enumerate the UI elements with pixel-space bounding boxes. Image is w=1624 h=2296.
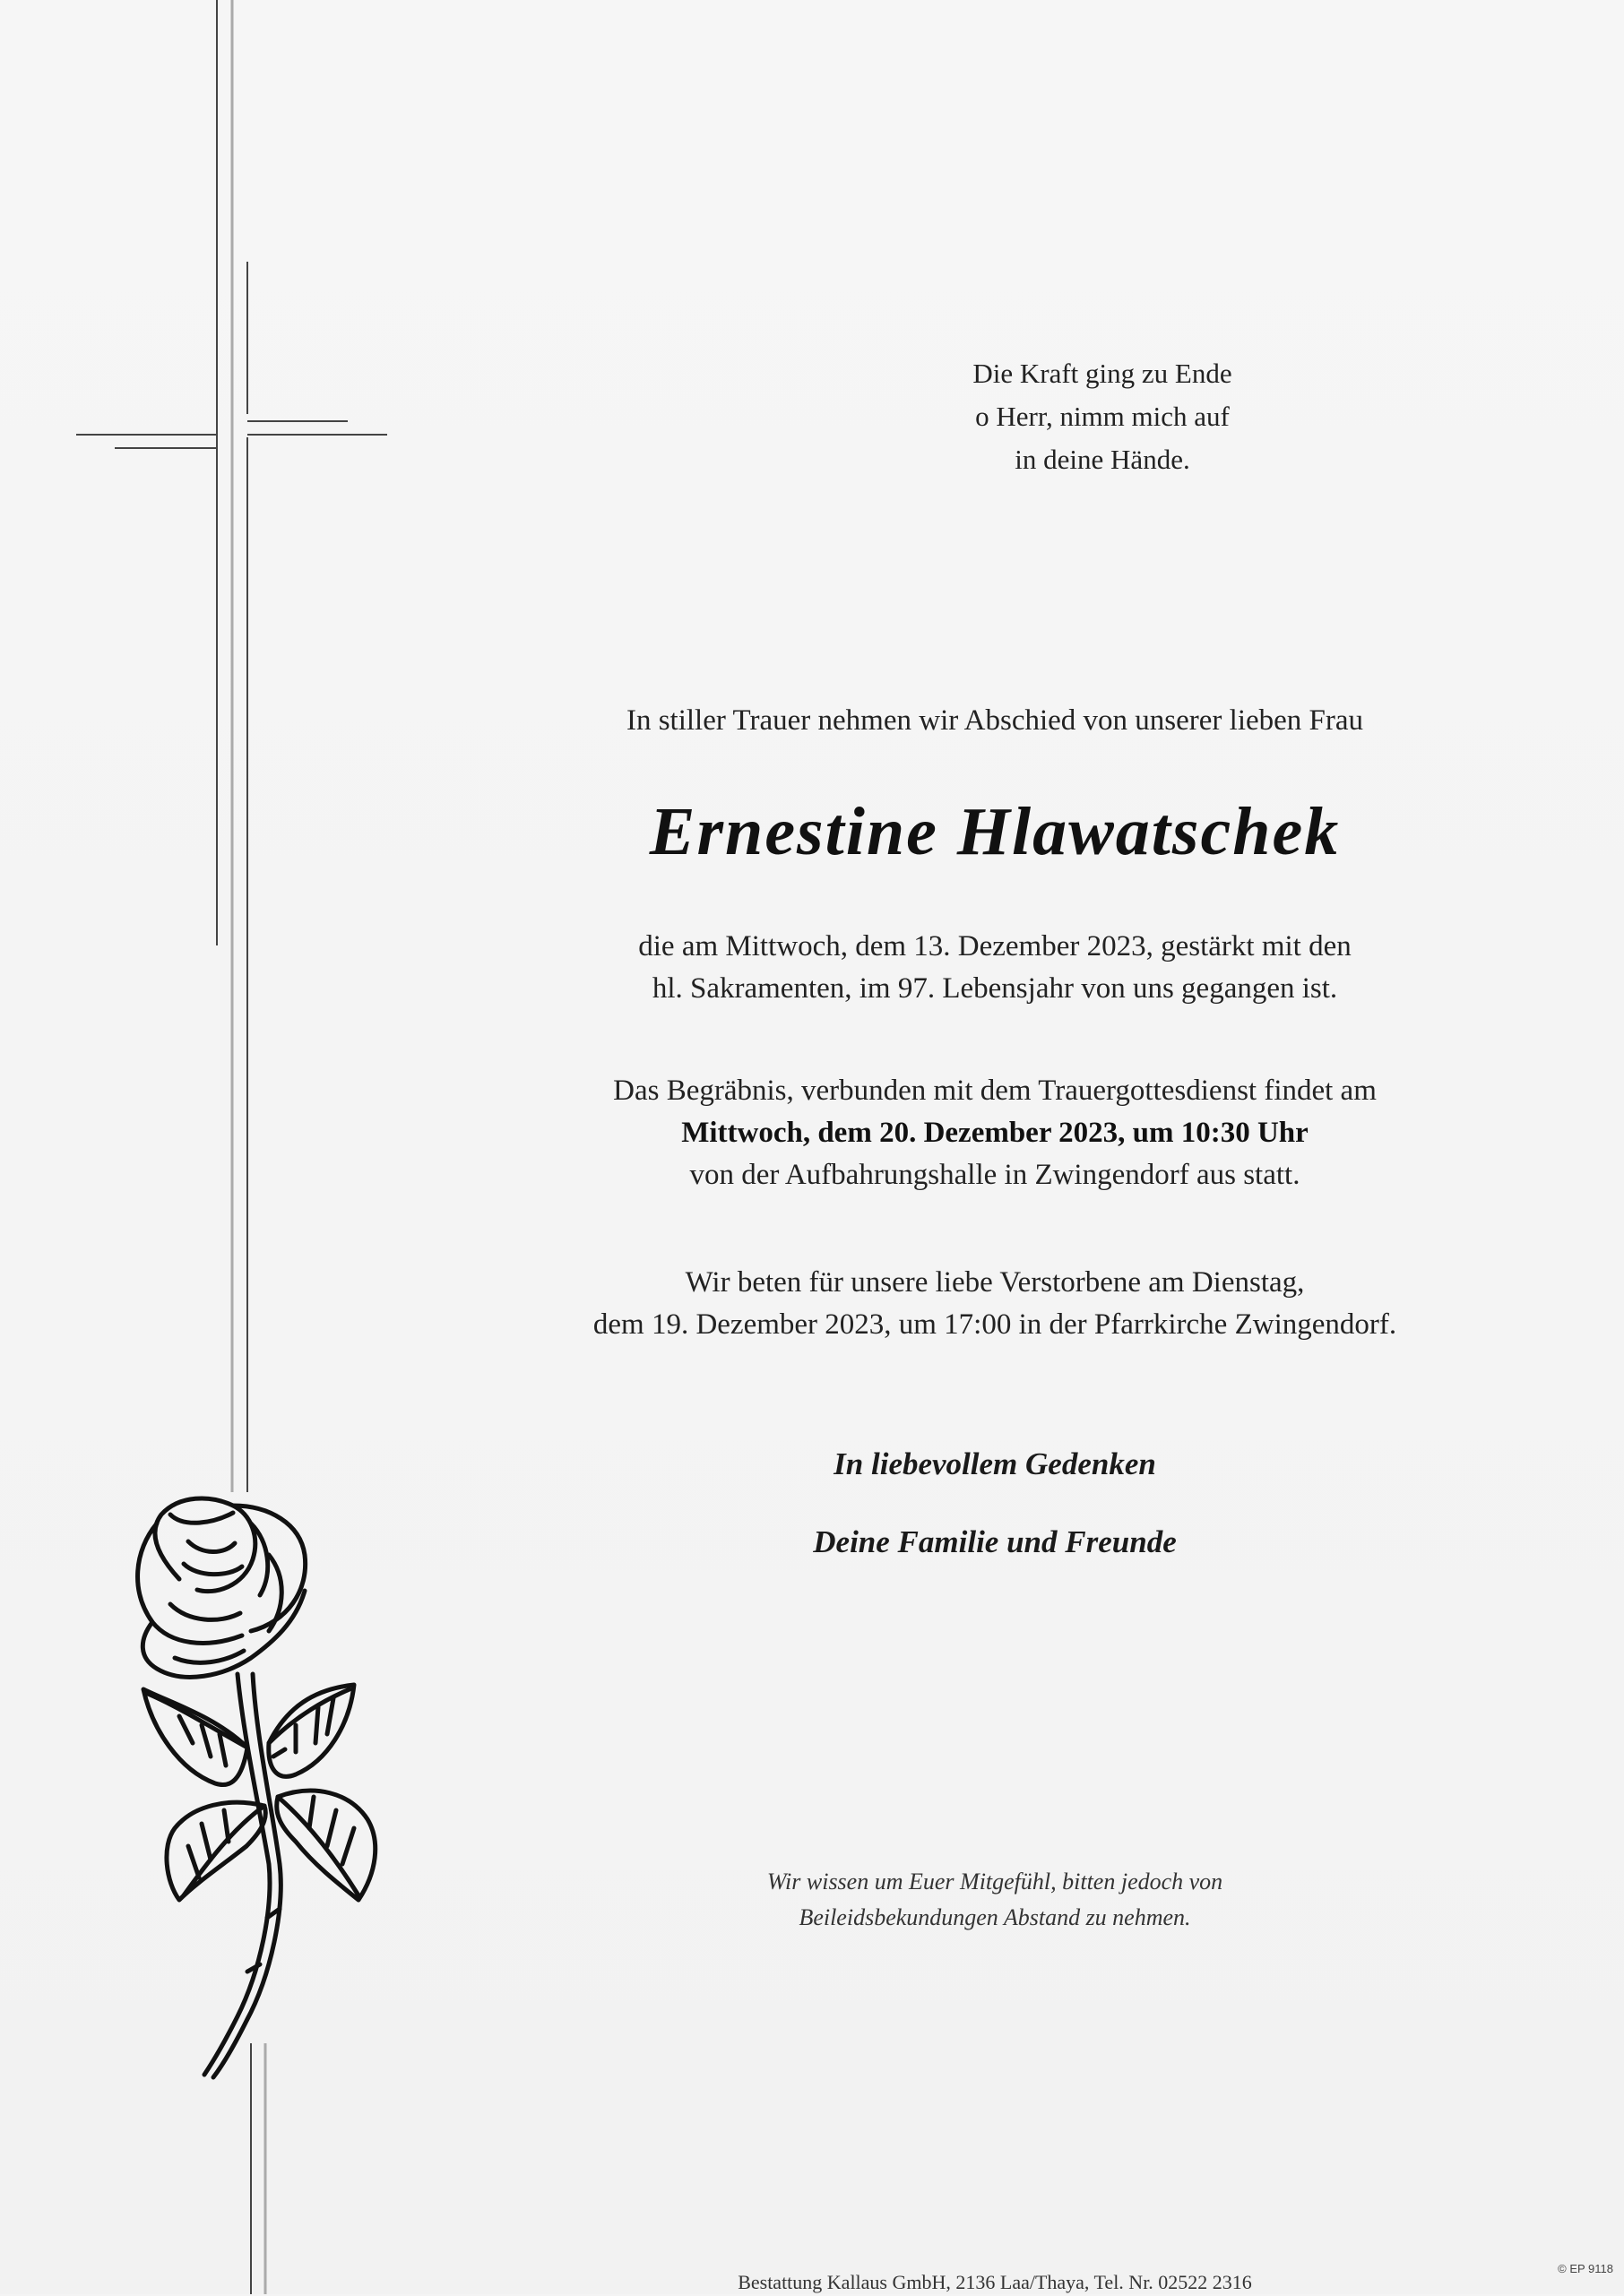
funeral-date-time: Mittwoch, dem 20. Dezember 2023, um 10:30 Uhr (681, 1117, 1309, 1149)
funeral-location-line: von der Aufbahrungshalle in Zwingendorf aus statt. (689, 1159, 1300, 1191)
funeral-info (502, 1070, 1488, 1196)
prayer-info (502, 1262, 1488, 1346)
death-notice-line: hl. Sakramenten, im 97. Lebensjahr von uns gegangen ist. (652, 972, 1338, 1005)
deceased-name: Ernestine Hlawatschek (649, 794, 1341, 869)
motto-line: o Herr, nimm mich auf (975, 401, 1230, 432)
motto-line: in deine Hände. (1015, 444, 1190, 475)
motto (923, 352, 1282, 481)
prayer-line: dem 19. Dezember 2023, um 17:00 in der Pfarrkirche Zwingendorf. (592, 1308, 1397, 1341)
closing-signature: Deine Familie und Freunde (813, 1524, 1177, 1559)
print-code: © EP 9118 (1558, 2262, 1613, 2275)
motto-line: Die Kraft ging zu Ende (972, 358, 1232, 389)
closing-remembrance: In liebevollem Gedenken (834, 1446, 1156, 1481)
funeral-home-footer: Bestattung Kallaus GmbH, 2136 Laa/Thaya, Tel. Nr. 02522 2316 (738, 2271, 1252, 2293)
prayer-line: Wir beten für unsere liebe Verstorbene am Dienstag, (685, 1266, 1305, 1299)
condolence-note-line: Wir wissen um Euer Mitgefühl, bitten jedoch von (766, 1869, 1223, 1895)
death-notice-line: die am Mittwoch, dem 13. Dezember 2023, gestärkt mit den (638, 930, 1352, 962)
intro-text: In stiller Trauer nehmen wir Abschied von unserer lieben Frau (626, 704, 1364, 737)
cross-icon (76, 0, 387, 2294)
condolence-note (627, 1864, 1362, 1936)
death-notice (502, 926, 1488, 1010)
rose-icon (138, 1498, 376, 2077)
condolence-note-line: Beileidsbekundungen Abstand zu nehmen. (799, 1904, 1191, 1930)
funeral-intro-line: Das Begräbnis, verbunden mit dem Trauergottesdienst findet am (613, 1075, 1377, 1107)
